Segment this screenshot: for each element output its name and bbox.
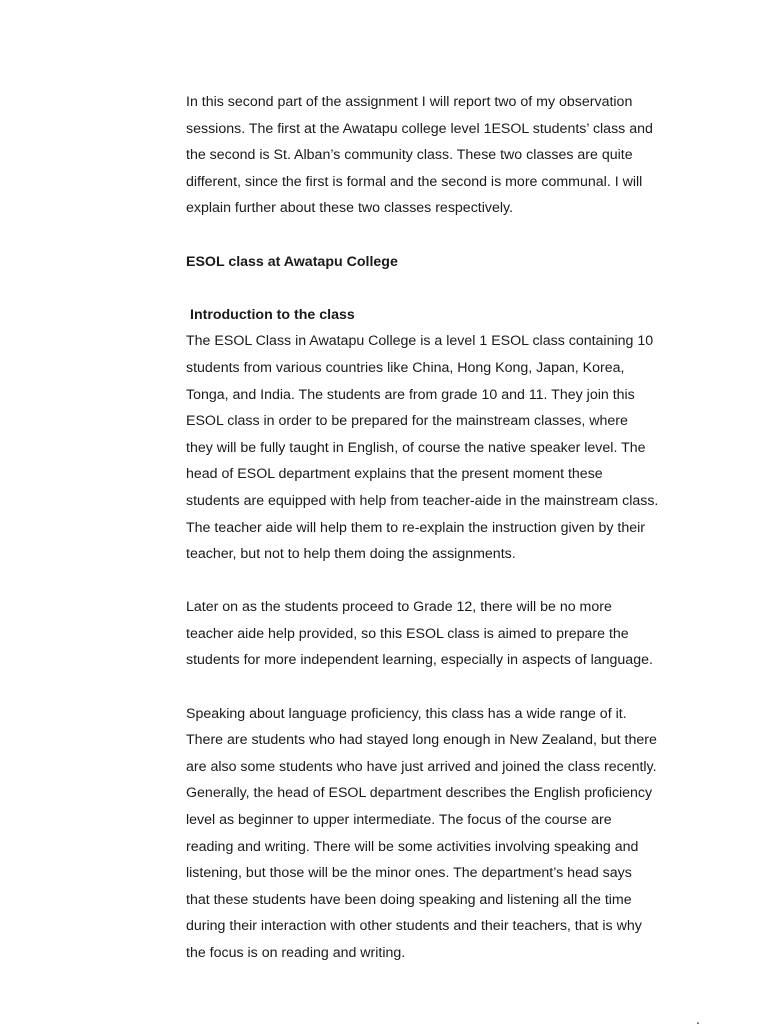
text-line: teacher, but not to help them doing the assignments. <box>186 546 516 563</box>
text-line: Speaking about language proficiency, this class has a wide range of it. <box>186 705 627 722</box>
text-line: the focus is on reading and writing. <box>186 945 406 961</box>
document-page <box>186 89 716 967</box>
section-heading: ESOL class at Awatapu College <box>186 253 398 270</box>
body-paragraph-1 <box>186 328 716 567</box>
text-line: Tonga, and India. The students are from grade 10 and 11. They join this <box>186 386 635 403</box>
text-line: the second is St. Alban’s community class. These two classes are quite <box>186 147 633 164</box>
text-line: teacher aide help provided, so this ESOL class is aimed to prepare the <box>186 625 629 642</box>
text-line: The teacher aide will help them to re-explain the instruction given by their <box>186 519 645 536</box>
text-line: There are students who had stayed long enough in New Zealand, but there <box>186 732 657 749</box>
blank-line <box>186 674 716 701</box>
intro-paragraph <box>186 89 716 222</box>
text-line: different, since the first is formal and the second is more communal. I will <box>186 173 643 190</box>
text-line: students for more independent learning, especially in aspects of language. <box>186 652 653 669</box>
text-line: The ESOL Class in Awatapu College is a level 1 ESOL class containing 10 <box>186 333 654 350</box>
subsection-heading: Introduction to the class <box>190 306 355 323</box>
body-paragraph-2 <box>186 594 716 674</box>
text-line: they will be fully taught in English, of course the native speaker level. The <box>186 439 646 456</box>
text-line: listening, but those will be the minor ones. The department’s head says <box>186 865 632 882</box>
text-line: reading and writing. There will be some activities involving speaking and <box>186 838 639 855</box>
text-line: ESOL class in order to be prepared for the mainstream classes, where <box>186 413 628 430</box>
text-line: Later on as the students proceed to Grade 12, there will be no more <box>186 599 612 616</box>
blank-line <box>186 275 716 302</box>
text-line: students from various countries like China, Hong Kong, Japan, Korea, <box>186 359 625 376</box>
body-paragraph-3 <box>186 701 716 967</box>
text-line: are also some students who have just arrived and joined the class recently. <box>186 758 657 775</box>
blank-line <box>186 568 716 595</box>
text-line: level as beginner to upper intermediate. The focus of the course are <box>186 812 612 829</box>
text-line: students are equipped with help from teacher-aide in the mainstream class. <box>186 492 659 509</box>
text-line: Generally, the head of ESOL department describes the English proficiency <box>186 785 653 802</box>
text-line: sessions. The first at the Awatapu college level 1ESOL students’ class and <box>186 120 653 137</box>
text-line: explain further about these two classes respectively. <box>186 200 514 217</box>
text-line: during their interaction with other students and their teachers, that is why <box>186 918 642 935</box>
page-mark: . <box>696 1011 700 1027</box>
blank-line <box>186 222 716 249</box>
text-line: In this second part of the assignment I will report two of my observation <box>186 94 633 110</box>
text-line: that these students have been doing speaking and listening all the time <box>186 891 632 908</box>
text-line: head of ESOL department explains that the present moment these <box>186 466 603 483</box>
